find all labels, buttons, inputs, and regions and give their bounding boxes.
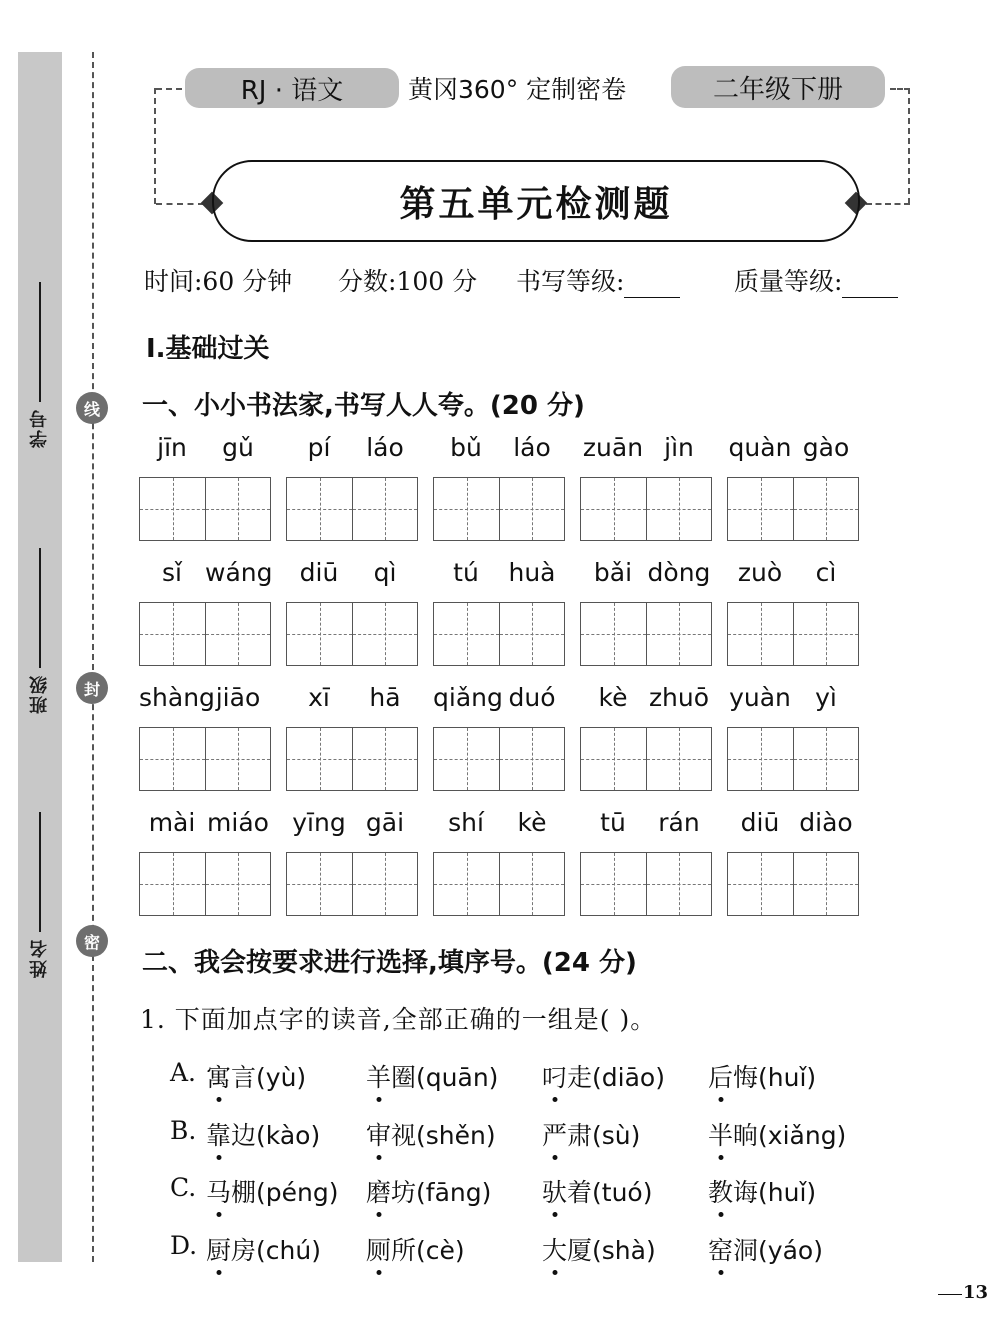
writing-box[interactable] — [286, 808, 418, 916]
question-2-stem: 1. 下面加点字的读音,全部正确的一组是( )。 — [140, 1005, 657, 1034]
option-word — [708, 1058, 816, 1094]
dotted-character: 厨 — [206, 1236, 232, 1265]
writing-box[interactable] — [727, 433, 859, 541]
pinyin-reading: (quān) — [416, 1063, 499, 1092]
tianzi-cell[interactable] — [352, 603, 417, 665]
writing-box[interactable] — [139, 558, 273, 666]
tianzi-cell[interactable] — [287, 853, 352, 915]
pinyin-reading: (kào) — [256, 1121, 321, 1150]
pinyin-reading: (yù) — [256, 1063, 307, 1092]
writing-box[interactable] — [727, 558, 859, 666]
pinyin-label: yuàn — [729, 683, 791, 712]
dotted-character: 后 — [708, 1063, 734, 1092]
pinyin-reading: (yáo) — [758, 1236, 823, 1265]
pinyin-label: rán — [658, 808, 700, 837]
option-word — [708, 1173, 816, 1209]
pinyin-reading: (tuó) — [592, 1178, 653, 1207]
dotted-character: 羊 — [366, 1063, 392, 1092]
tianzi-cell[interactable] — [434, 853, 499, 915]
option-word — [206, 1058, 306, 1094]
frame-line — [866, 203, 910, 205]
option-word — [542, 1231, 656, 1267]
tianzi-cell[interactable] — [793, 853, 858, 915]
pinyin-label: wáng — [205, 558, 273, 587]
tianzi-cell[interactable] — [499, 603, 564, 665]
pinyin-label: miáo — [207, 808, 269, 837]
tianzi-cell[interactable] — [140, 853, 205, 915]
dotted-character: 半 — [708, 1121, 734, 1150]
frame-line — [908, 88, 910, 204]
pinyin-label: dòng — [647, 558, 711, 587]
pinyin-label: huà — [508, 558, 556, 587]
pinyin-reading: (fāng) — [416, 1178, 492, 1207]
dotted-character: 教 — [708, 1178, 734, 1207]
tianzi-cell[interactable] — [352, 478, 417, 540]
word-character: 言 — [231, 1063, 257, 1092]
word-character: 坊 — [391, 1178, 417, 1207]
tianzi-cell[interactable] — [793, 603, 858, 665]
pinyin-label: pí — [307, 433, 331, 462]
dotted-character: 寓 — [206, 1063, 232, 1092]
time-info: 时间:60 分钟 — [144, 267, 293, 296]
tianzi-cells[interactable] — [580, 852, 712, 916]
word-character: 厦 — [567, 1236, 593, 1265]
word-character: 洞 — [733, 1236, 759, 1265]
tianzi-cells[interactable] — [580, 727, 712, 791]
tianzi-cell[interactable] — [646, 478, 711, 540]
tianzi-cell[interactable] — [140, 603, 205, 665]
pinyin-label: xī — [308, 683, 330, 712]
writing-box[interactable] — [727, 683, 859, 791]
writing-box[interactable] — [433, 683, 565, 791]
tianzi-cell[interactable] — [728, 728, 793, 790]
pinyin-label: tū — [600, 808, 626, 837]
pinyin-label: yīng — [292, 808, 346, 837]
pinyin-label: láo — [366, 433, 404, 462]
tianzi-cell[interactable] — [140, 728, 205, 790]
word-character: 诲 — [733, 1178, 759, 1207]
pinyin-label: diào — [799, 808, 853, 837]
question-1-title: 一、小小书法家,书写人人夸。(20 分) — [142, 391, 585, 421]
writing-box[interactable] — [433, 433, 565, 541]
pinyin-label: bǔ — [450, 433, 482, 462]
tianzi-cells[interactable] — [286, 477, 418, 541]
pinyin-label: gǔ — [222, 433, 254, 462]
tianzi-cells[interactable] — [580, 602, 712, 666]
pinyin-label: zuān — [582, 433, 644, 462]
pinyin-reading: (shěn) — [416, 1121, 496, 1150]
pinyin-reading: (cè) — [416, 1236, 465, 1265]
pinyin-label: sǐ — [162, 558, 182, 587]
tianzi-cells[interactable] — [727, 477, 859, 541]
tianzi-cell[interactable] — [287, 728, 352, 790]
tianzi-cell[interactable] — [646, 853, 711, 915]
tianzi-cell[interactable] — [793, 728, 858, 790]
word-character: 走 — [567, 1063, 593, 1092]
tianzi-cells[interactable] — [580, 477, 712, 541]
tianzi-cells[interactable] — [727, 852, 859, 916]
name-field[interactable]: 姓名 — [24, 812, 56, 978]
word-character: 悔 — [733, 1063, 759, 1092]
tianzi-cell[interactable] — [352, 728, 417, 790]
tianzi-cells[interactable] — [139, 727, 271, 791]
option-word — [542, 1116, 640, 1152]
tianzi-cell[interactable] — [499, 728, 564, 790]
option-label[interactable]: C. — [170, 1173, 197, 1202]
frame-line — [890, 88, 910, 90]
frame-line — [156, 203, 204, 205]
writing-box[interactable] — [286, 433, 418, 541]
pinyin-label: yì — [815, 683, 837, 712]
dotted-character: 厕 — [366, 1236, 392, 1265]
tianzi-cells[interactable] — [433, 852, 565, 916]
option-word — [542, 1058, 665, 1094]
tianzi-cells[interactable] — [433, 727, 565, 791]
pinyin-label: qiǎng — [433, 683, 503, 712]
writing-box[interactable] — [139, 433, 271, 541]
option-label[interactable]: A. — [170, 1058, 197, 1087]
tianzi-cell[interactable] — [434, 478, 499, 540]
pinyin-reading: (shà) — [592, 1236, 656, 1265]
tianzi-cell[interactable] — [646, 603, 711, 665]
tianzi-cell[interactable] — [581, 728, 646, 790]
tianzi-cells[interactable] — [139, 852, 271, 916]
pinyin-label: diū — [299, 558, 339, 587]
option-word — [206, 1231, 321, 1267]
pinyin-label: jiāo — [215, 683, 261, 712]
score-info: 分数:100 分 — [338, 267, 478, 296]
pinyin-label: jìn — [664, 433, 694, 462]
tianzi-cells[interactable] — [727, 602, 859, 666]
quality-grade-label: 质量等级: — [734, 262, 898, 298]
tianzi-cell[interactable] — [646, 728, 711, 790]
seal-mark-line: 线 — [76, 392, 108, 424]
dotted-character: 磨 — [366, 1178, 392, 1207]
tianzi-cells[interactable] — [433, 477, 565, 541]
tianzi-cell[interactable] — [140, 478, 205, 540]
pinyin-label: shí — [448, 808, 484, 837]
part-heading: Ⅰ.基础过关 — [146, 334, 270, 364]
dotted-character: 叼 — [542, 1063, 568, 1092]
seal-mark-seal: 封 — [76, 672, 108, 704]
option-word — [708, 1231, 823, 1267]
pinyin-label: kè — [517, 808, 547, 837]
word-character: 视 — [391, 1121, 417, 1150]
writing-grade-blank[interactable] — [624, 267, 680, 298]
tianzi-cell[interactable] — [728, 478, 793, 540]
pinyin-label: bǎi — [593, 558, 633, 587]
pinyin-label: shàng — [139, 683, 215, 712]
tianzi-cells[interactable] — [727, 727, 859, 791]
tianzi-cell[interactable] — [352, 853, 417, 915]
pinyin-label: zhuō — [648, 683, 710, 712]
pinyin-reading: (xiǎng) — [758, 1121, 847, 1150]
tianzi-cell[interactable] — [434, 603, 499, 665]
pinyin-label: jīn — [157, 433, 187, 462]
pinyin-label: gào — [802, 433, 850, 462]
tianzi-cells[interactable] — [286, 852, 418, 916]
writing-box[interactable] — [286, 683, 418, 791]
tianzi-cell[interactable] — [205, 853, 270, 915]
grade-badge: 二年级下册 — [671, 66, 885, 108]
pinyin-label: láo — [513, 433, 551, 462]
writing-grade-label: 书写等级: — [516, 262, 680, 298]
writing-box[interactable] — [139, 683, 271, 791]
writing-box[interactable] — [433, 558, 565, 666]
dotted-character: 审 — [366, 1121, 392, 1150]
pinyin-label: cì — [815, 558, 837, 587]
writing-box[interactable] — [286, 558, 418, 666]
pinyin-label: hā — [369, 683, 401, 712]
pinyin-label: qì — [373, 558, 397, 587]
option-word — [366, 1231, 465, 1267]
pinyin-label: zuò — [737, 558, 783, 587]
writing-box[interactable] — [580, 433, 712, 541]
dotted-character: 严 — [542, 1121, 568, 1150]
option-word — [366, 1116, 496, 1152]
writing-box[interactable] — [433, 808, 565, 916]
option-word — [206, 1173, 339, 1209]
tianzi-cell[interactable] — [205, 478, 270, 540]
dotted-character: 靠 — [206, 1121, 232, 1150]
writing-box[interactable] — [580, 808, 712, 916]
pinyin-reading: (diāo) — [592, 1063, 665, 1092]
seal-mark-secret: 密 — [76, 925, 108, 957]
tianzi-cell[interactable] — [499, 853, 564, 915]
pinyin-reading: (chú) — [256, 1236, 321, 1265]
tianzi-cells[interactable] — [139, 602, 271, 666]
word-character: 圈 — [391, 1063, 417, 1092]
word-character: 边 — [231, 1121, 257, 1150]
tianzi-cell[interactable] — [581, 853, 646, 915]
word-character: 着 — [567, 1178, 593, 1207]
dotted-character: 大 — [542, 1236, 568, 1265]
tianzi-cell[interactable] — [793, 478, 858, 540]
dotted-character: 驮 — [542, 1178, 568, 1207]
tianzi-cells[interactable] — [286, 727, 418, 791]
tianzi-cells[interactable] — [433, 602, 565, 666]
word-character: 所 — [391, 1236, 417, 1265]
tianzi-cell[interactable] — [205, 728, 270, 790]
word-character: 房 — [231, 1236, 257, 1265]
pinyin-label: mài — [148, 808, 196, 837]
pinyin-label: duó — [508, 683, 556, 712]
pinyin-label: tú — [453, 558, 479, 587]
pinyin-label: gāi — [365, 808, 405, 837]
tianzi-cell[interactable] — [287, 478, 352, 540]
student-id-field[interactable]: 学号 — [24, 282, 56, 448]
tianzi-cells[interactable] — [286, 602, 418, 666]
word-character: 棚 — [231, 1178, 257, 1207]
subject-badge: RJ · 语文 — [185, 68, 399, 108]
pinyin-reading: (péng) — [256, 1178, 339, 1207]
word-character: 晌 — [733, 1121, 759, 1150]
option-label[interactable]: D. — [170, 1231, 198, 1260]
cut-line — [92, 52, 94, 1262]
question-2-title: 二、我会按要求进行选择,填序号。(24 分) — [142, 948, 637, 978]
pinyin-label: kè — [598, 683, 628, 712]
series-title: 黄冈360° 定制密卷 — [408, 75, 627, 104]
writing-box[interactable] — [580, 683, 712, 791]
tianzi-cell[interactable] — [434, 728, 499, 790]
pinyin-reading: (sù) — [592, 1121, 641, 1150]
option-word — [366, 1173, 491, 1209]
frame-line — [156, 88, 182, 90]
option-word — [206, 1116, 320, 1152]
writing-box[interactable] — [580, 558, 712, 666]
writing-box[interactable] — [727, 808, 859, 916]
tianzi-cell[interactable] — [499, 478, 564, 540]
pinyin-label: diū — [740, 808, 780, 837]
tianzi-cell[interactable] — [728, 603, 793, 665]
option-word — [366, 1058, 498, 1094]
option-label[interactable]: B. — [170, 1116, 197, 1145]
page-title: 第五单元检测题 — [212, 160, 860, 242]
page-number-dash — [938, 1294, 962, 1295]
frame-line — [154, 88, 156, 204]
tianzi-cell[interactable] — [205, 603, 270, 665]
tianzi-cell[interactable] — [728, 853, 793, 915]
pinyin-reading: (huǐ) — [758, 1178, 817, 1207]
tianzi-cells[interactable] — [139, 477, 271, 541]
dotted-character: 马 — [206, 1178, 232, 1207]
pinyin-reading: (huǐ) — [758, 1063, 817, 1092]
word-character: 肃 — [567, 1121, 593, 1150]
pinyin-label: quàn — [728, 433, 792, 462]
writing-box[interactable] — [139, 808, 271, 916]
quality-grade-blank[interactable] — [842, 267, 898, 298]
tianzi-cell[interactable] — [581, 603, 646, 665]
page-number: 13 — [962, 1282, 988, 1303]
class-field[interactable]: 班级 — [24, 548, 56, 714]
tianzi-cell[interactable] — [581, 478, 646, 540]
option-word — [708, 1116, 846, 1152]
tianzi-cell[interactable] — [287, 603, 352, 665]
dotted-character: 窑 — [708, 1236, 734, 1265]
option-word — [542, 1173, 652, 1209]
